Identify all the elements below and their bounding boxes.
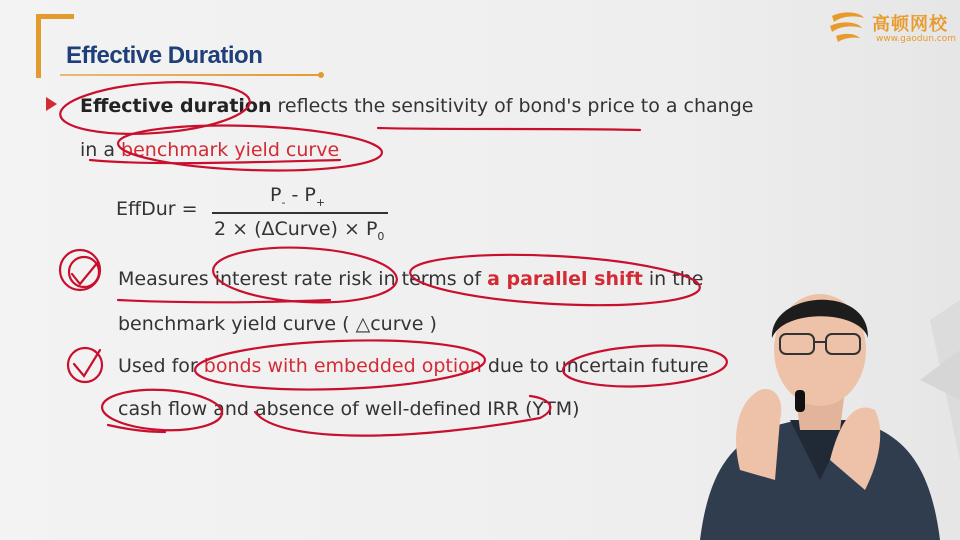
bullet-arrow-icon bbox=[46, 97, 57, 111]
title-underline bbox=[60, 74, 322, 76]
presenter-video bbox=[680, 260, 960, 540]
formula-denominator: 2 × (ΔCurve) × $P_0$ bbox=[214, 218, 385, 243]
bullet-1-line-2: benchmark yield curve ( △curve ) bbox=[118, 313, 437, 335]
embedded-option: bonds with embedded option bbox=[203, 355, 482, 377]
formula-numerator: $P_- - P_+$ bbox=[270, 184, 326, 209]
title-bracket-vertical bbox=[36, 14, 41, 78]
intro-term: Effective duration bbox=[80, 95, 272, 117]
formula-fraction-bar bbox=[212, 212, 388, 214]
bullet-2-line-1: Used for bonds with embedded option due to uncertain future bbox=[118, 355, 709, 377]
intro-text: reflects the sensitivity of bond's price to a change bbox=[271, 95, 754, 117]
formula-lhs: EffDur = bbox=[116, 198, 198, 220]
bullet-2-line-2: cash flow and absence of well-defined IRR (YTM) bbox=[118, 398, 580, 420]
intro-benchmark: benchmark yield curve bbox=[121, 139, 340, 161]
bullet-1-line-1: Measures interest rate risk in terms of a parallel shift in the bbox=[118, 268, 704, 290]
gaodun-logo-icon bbox=[826, 8, 868, 46]
logo-name: 高顿网校 bbox=[872, 14, 948, 35]
intro-line-1 bbox=[80, 95, 753, 117]
parallel-shift: a parallel shift bbox=[487, 268, 643, 290]
title-underline-dot bbox=[318, 72, 324, 78]
slide-title: Effective Duration bbox=[66, 42, 263, 69]
logo-url: www.gaodun.com bbox=[876, 34, 957, 44]
intro-text-2: in a bbox=[80, 139, 122, 161]
title-bracket-horizontal bbox=[36, 14, 74, 19]
gaodun-logo bbox=[826, 6, 957, 48]
intro-line-2 bbox=[80, 139, 339, 161]
